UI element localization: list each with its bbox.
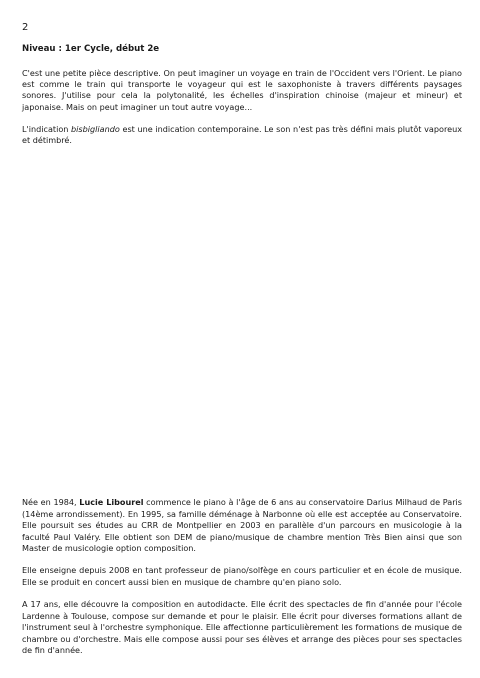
indication-text-after: est une indication contemporaine. Le son n'est pas très défini mais plutôt vaporeux et détimbré. bbox=[22, 124, 462, 146]
bio-paragraph-2: Elle enseigne depuis 2008 en tant professeur de piano/solfège en cours particulier et en école de musique. Elle se produit en concert aussi bien en musique de chambre qu'en piano solo. bbox=[22, 565, 462, 587]
composer-name: Lucie Libourel bbox=[79, 497, 144, 507]
description-paragraph: C'est une petite pièce descriptive. On peut imaginer un voyage en train de l'Occident vers l'Orient. Le piano est comme le train qui transporte le voyageur qui est le saxophoniste à travers différents paysages sonores. J'utilise pour cela la polytonalité, les échelles d'inspiration chinoise (majeur et mineur) et japonaise. Mais on peut imaginer un tout autre voyage... bbox=[22, 68, 462, 112]
indication-term: bisbigliando bbox=[71, 124, 120, 134]
bio-text: commence le piano à l'âge de 6 ans au conservatoire Darius Milhaud de Paris (14ème arrondissement). En 1995, sa famille déménage à Narbonne où elle est acceptée au Conservatoire. Elle poursuit ses études au CRR de Montpellier en 2003 en parallèle d'un parcours en musicologie à la faculté Paul Valéry. Elle obtient son DEM de piano/musique de chambre mention Très Bien ainsi que son Master de musicologie option composition. bbox=[22, 497, 462, 553]
page-number: 2 bbox=[22, 22, 29, 33]
level-heading: Niveau : 1er Cycle, début 2e bbox=[22, 44, 160, 54]
bio-paragraph-1 bbox=[22, 497, 462, 555]
indication-paragraph bbox=[22, 124, 462, 146]
bio-paragraph-3: A 17 ans, elle découvre la composition en autodidacte. Elle écrit des spectacles de fin d'année pour l'école Lardenne à Toulouse, compose sur demande et pour le plaisir. Elle écrit pour diverses formations allant de l'instrument seul à l'orchestre symphonique. Elle affectionne particulièrement les formations de musique de chambre ou d'orchestre. Mais elle compose aussi pour ses élèves et arrange des pièces pour ses spectacles de fin d'année. bbox=[22, 599, 462, 655]
indication-text-before: L'indication bbox=[22, 124, 72, 134]
bio-intro: Née en 1984, bbox=[22, 497, 80, 507]
